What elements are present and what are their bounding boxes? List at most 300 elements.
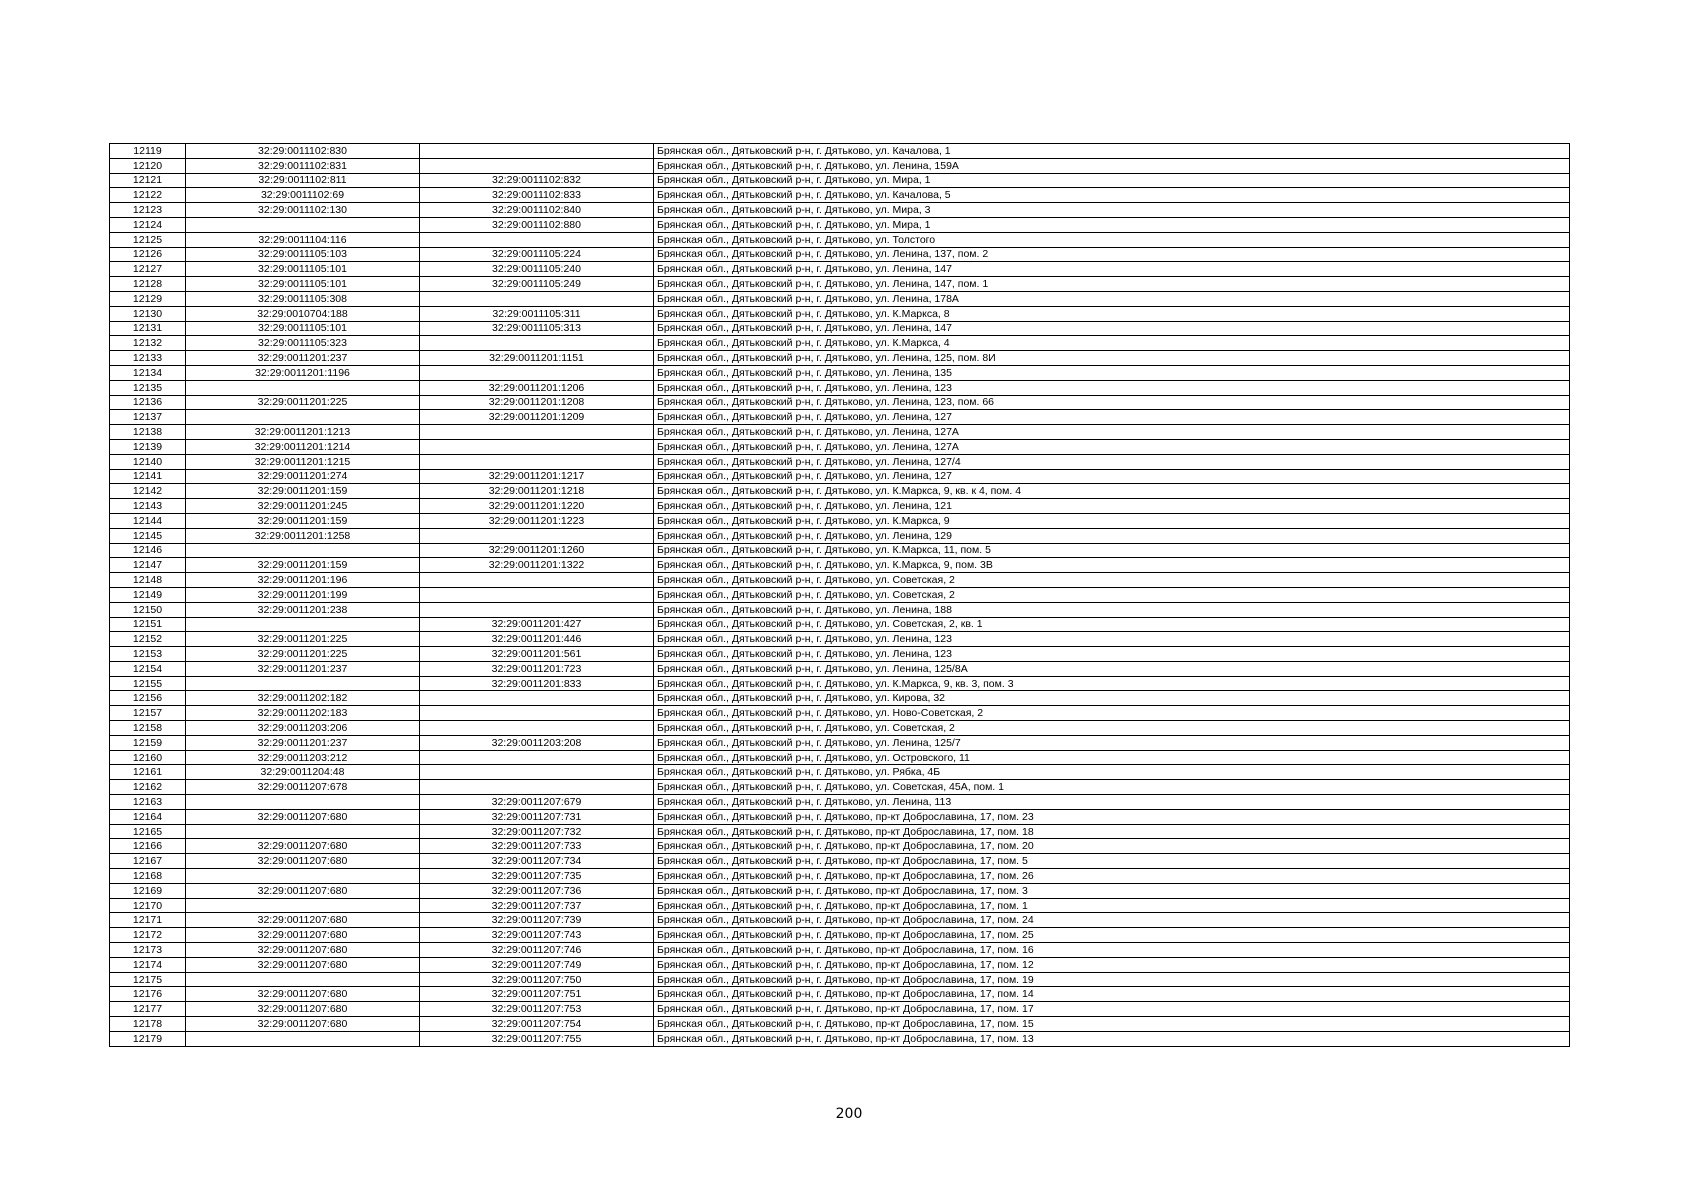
table-row (110, 602, 1570, 617)
cadastral-number-cell: 32:29:0011207:678 (186, 780, 420, 795)
related-cadastral-number-cell: 32:29:0011105:313 (420, 321, 654, 336)
cadastral-number-cell: 32:29:0011102:811 (186, 173, 420, 188)
related-cadastral-number-cell: 32:29:0011105:311 (420, 306, 654, 321)
row-number-cell: 12156 (110, 691, 186, 706)
row-number-cell: 12155 (110, 676, 186, 691)
related-cadastral-number-cell: 32:29:0011207:739 (420, 913, 654, 928)
related-cadastral-number-cell: 32:29:0011201:1208 (420, 395, 654, 410)
cadastral-number-cell: 32:29:0011201:159 (186, 484, 420, 499)
address-cell: Брянская обл., Дятьковский р-н, г. Дятьково, пр-кт Доброславина, 17, пом. 16 (654, 943, 1570, 958)
related-cadastral-number-cell: 32:29:0011207:731 (420, 809, 654, 824)
cadastral-number-cell: 32:29:0011201:225 (186, 647, 420, 662)
row-number-cell: 12121 (110, 173, 186, 188)
row-number-cell: 12120 (110, 158, 186, 173)
address-cell: Брянская обл., Дятьковский р-н, г. Дятьково, ул. Ленина, 121 (654, 499, 1570, 514)
cadastral-number-cell: 32:29:0011201:1214 (186, 439, 420, 454)
cadastral-number-cell: 32:29:0011201:199 (186, 587, 420, 602)
cadastral-number-cell: 32:29:0011203:212 (186, 750, 420, 765)
table-row (110, 795, 1570, 810)
related-cadastral-number-cell (420, 439, 654, 454)
related-cadastral-number-cell (420, 365, 654, 380)
row-number-cell: 12122 (110, 188, 186, 203)
table-row (110, 365, 1570, 380)
table-row (110, 247, 1570, 262)
related-cadastral-number-cell: 32:29:0011207:679 (420, 795, 654, 810)
cadastral-number-cell (186, 1031, 420, 1046)
address-cell: Брянская обл., Дятьковский р-н, г. Дятьково, ул. Мира, 3 (654, 203, 1570, 218)
cadastral-number-cell: 32:29:0011204:48 (186, 765, 420, 780)
related-cadastral-number-cell: 32:29:0011201:1209 (420, 410, 654, 425)
row-number-cell: 12163 (110, 795, 186, 810)
table-row (110, 913, 1570, 928)
row-number-cell: 12123 (110, 203, 186, 218)
cadastral-number-cell: 32:29:0011207:680 (186, 1002, 420, 1017)
row-number-cell: 12169 (110, 883, 186, 898)
related-cadastral-number-cell: 32:29:0011105:249 (420, 277, 654, 292)
cadastral-number-cell (186, 410, 420, 425)
row-number-cell: 12157 (110, 706, 186, 721)
table-row (110, 188, 1570, 203)
related-cadastral-number-cell (420, 765, 654, 780)
address-cell: Брянская обл., Дятьковский р-н, г. Дятьково, ул. К.Маркса, 9, кв. 3, пом. 3 (654, 676, 1570, 691)
address-cell: Брянская обл., Дятьковский р-н, г. Дятьково, ул. Советская, 2 (654, 721, 1570, 736)
row-number-cell: 12147 (110, 558, 186, 573)
address-cell: Брянская обл., Дятьковский р-н, г. Дятьково, ул. Ленина, 123 (654, 647, 1570, 662)
address-cell: Брянская обл., Дятьковский р-н, г. Дятьково, ул. Ленина, 127А (654, 439, 1570, 454)
related-cadastral-number-cell (420, 158, 654, 173)
row-number-cell: 12148 (110, 573, 186, 588)
cadastral-number-cell: 32:29:0011201:274 (186, 469, 420, 484)
cadastral-number-cell: 32:29:0011207:680 (186, 883, 420, 898)
address-cell: Брянская обл., Дятьковский р-н, г. Дятьково, ул. Ленина, 127 (654, 410, 1570, 425)
table-row (110, 632, 1570, 647)
address-cell: Брянская обл., Дятьковский р-н, г. Дятьково, пр-кт Доброславина, 17, пом. 12 (654, 957, 1570, 972)
related-cadastral-number-cell: 32:29:0011201:1220 (420, 499, 654, 514)
related-cadastral-number-cell (420, 691, 654, 706)
row-number-cell: 12119 (110, 144, 186, 159)
row-number-cell: 12139 (110, 439, 186, 454)
cadastral-number-cell: 32:29:0011207:680 (186, 839, 420, 854)
table-row (110, 780, 1570, 795)
related-cadastral-number-cell: 32:29:0011207:737 (420, 898, 654, 913)
row-number-cell: 12134 (110, 365, 186, 380)
cadastral-number-cell: 32:29:0011201:1196 (186, 365, 420, 380)
row-number-cell: 12152 (110, 632, 186, 647)
cadastral-number-cell: 32:29:0011201:237 (186, 351, 420, 366)
address-cell: Брянская обл., Дятьковский р-н, г. Дятьково, ул. Ленина, 125, пом. 8И (654, 351, 1570, 366)
related-cadastral-number-cell: 32:29:0011102:832 (420, 173, 654, 188)
cadastral-number-cell: 32:29:0011203:206 (186, 721, 420, 736)
cadastral-number-cell (186, 543, 420, 558)
cadastral-number-cell: 32:29:0011202:183 (186, 706, 420, 721)
address-cell: Брянская обл., Дятьковский р-н, г. Дятьково, ул. Ленина, 123, пом. 66 (654, 395, 1570, 410)
address-cell: Брянская обл., Дятьковский р-н, г. Дятьково, ул. Ленина, 188 (654, 602, 1570, 617)
row-number-cell: 12149 (110, 587, 186, 602)
row-number-cell: 12125 (110, 232, 186, 247)
address-cell: Брянская обл., Дятьковский р-н, г. Дятьково, пр-кт Доброславина, 17, пом. 26 (654, 869, 1570, 884)
cadastral-number-cell (186, 972, 420, 987)
related-cadastral-number-cell: 32:29:0011207:734 (420, 854, 654, 869)
cadastral-number-cell: 32:29:0011201:196 (186, 573, 420, 588)
row-number-cell: 12165 (110, 824, 186, 839)
row-number-cell: 12130 (110, 306, 186, 321)
table-row (110, 528, 1570, 543)
cadastral-number-cell: 32:29:0011102:130 (186, 203, 420, 218)
address-cell: Брянская обл., Дятьковский р-н, г. Дятьково, ул. Ленина, 125/7 (654, 735, 1570, 750)
row-number-cell: 12168 (110, 869, 186, 884)
cadastral-number-cell: 32:29:0011105:101 (186, 262, 420, 277)
registry-table (109, 143, 1570, 1047)
row-number-cell: 12142 (110, 484, 186, 499)
cadastral-number-cell (186, 795, 420, 810)
table-row (110, 706, 1570, 721)
table-row (110, 587, 1570, 602)
table-row (110, 854, 1570, 869)
table-row (110, 321, 1570, 336)
address-cell: Брянская обл., Дятьковский р-н, г. Дятьково, ул. Ленина, 137, пом. 2 (654, 247, 1570, 262)
table-row (110, 217, 1570, 232)
cadastral-number-cell: 32:29:0011207:680 (186, 854, 420, 869)
table-row (110, 380, 1570, 395)
address-cell: Брянская обл., Дятьковский р-н, г. Дятьково, ул. Качалова, 1 (654, 144, 1570, 159)
address-cell: Брянская обл., Дятьковский р-н, г. Дятьково, ул. Мира, 1 (654, 217, 1570, 232)
cadastral-number-cell: 32:29:0011207:680 (186, 943, 420, 958)
row-number-cell: 12144 (110, 513, 186, 528)
related-cadastral-number-cell: 32:29:0011203:208 (420, 735, 654, 750)
cadastral-number-cell: 32:29:0011202:182 (186, 691, 420, 706)
row-number-cell: 12161 (110, 765, 186, 780)
row-number-cell: 12177 (110, 1002, 186, 1017)
cadastral-number-cell: 32:29:0011201:159 (186, 513, 420, 528)
table-row (110, 573, 1570, 588)
related-cadastral-number-cell: 32:29:0011105:224 (420, 247, 654, 262)
related-cadastral-number-cell: 32:29:0011201:561 (420, 647, 654, 662)
address-cell: Брянская обл., Дятьковский р-н, г. Дятьково, ул. К.Маркса, 4 (654, 336, 1570, 351)
related-cadastral-number-cell (420, 780, 654, 795)
table-row (110, 883, 1570, 898)
cadastral-number-cell: 32:29:0011207:680 (186, 1017, 420, 1032)
related-cadastral-number-cell: 32:29:0011207:749 (420, 957, 654, 972)
row-number-cell: 12174 (110, 957, 186, 972)
address-cell: Брянская обл., Дятьковский р-н, г. Дятьково, ул. Ленина, 125/8А (654, 661, 1570, 676)
row-number-cell: 12150 (110, 602, 186, 617)
cadastral-number-cell: 32:29:0011102:831 (186, 158, 420, 173)
address-cell: Брянская обл., Дятьковский р-н, г. Дятьково, ул. К.Маркса, 9, пом. 3В (654, 558, 1570, 573)
address-cell: Брянская обл., Дятьковский р-н, г. Дятьково, пр-кт Доброславина, 17, пом. 20 (654, 839, 1570, 854)
row-number-cell: 12133 (110, 351, 186, 366)
address-cell: Брянская обл., Дятьковский р-н, г. Дятьково, ул. Ленина, 123 (654, 632, 1570, 647)
table-row (110, 484, 1570, 499)
related-cadastral-number-cell: 32:29:0011201:1260 (420, 543, 654, 558)
related-cadastral-number-cell (420, 528, 654, 543)
cadastral-number-cell: 32:29:0011105:323 (186, 336, 420, 351)
related-cadastral-number-cell: 32:29:0011207:753 (420, 1002, 654, 1017)
cadastral-number-cell (186, 380, 420, 395)
address-cell: Брянская обл., Дятьковский р-н, г. Дятьково, ул. Ленина, 147, пом. 1 (654, 277, 1570, 292)
cadastral-number-cell: 32:29:0011201:245 (186, 499, 420, 514)
row-number-cell: 12131 (110, 321, 186, 336)
related-cadastral-number-cell: 32:29:0011102:840 (420, 203, 654, 218)
table-row (110, 1017, 1570, 1032)
address-cell: Брянская обл., Дятьковский р-н, г. Дятьково, пр-кт Доброславина, 17, пом. 23 (654, 809, 1570, 824)
address-cell: Брянская обл., Дятьковский р-н, г. Дятьково, ул. Советская, 2 (654, 587, 1570, 602)
table-row (110, 661, 1570, 676)
table-row (110, 972, 1570, 987)
address-cell: Брянская обл., Дятьковский р-н, г. Дятьково, ул. Советская, 45А, пом. 1 (654, 780, 1570, 795)
cadastral-number-cell: 32:29:0011201:237 (186, 735, 420, 750)
table-row (110, 765, 1570, 780)
cadastral-number-cell: 32:29:0011207:680 (186, 928, 420, 943)
address-cell: Брянская обл., Дятьковский р-н, г. Дятьково, пр-кт Доброславина, 17, пом. 5 (654, 854, 1570, 869)
cadastral-number-cell: 32:29:0011201:1215 (186, 454, 420, 469)
table-row (110, 750, 1570, 765)
table-row (110, 617, 1570, 632)
cadastral-number-cell: 32:29:0011207:680 (186, 913, 420, 928)
address-cell: Брянская обл., Дятьковский р-н, г. Дятьково, ул. Кирова, 32 (654, 691, 1570, 706)
row-number-cell: 12167 (110, 854, 186, 869)
related-cadastral-number-cell: 32:29:0011105:240 (420, 262, 654, 277)
table-row (110, 647, 1570, 662)
cadastral-number-cell: 32:29:0011201:1258 (186, 528, 420, 543)
address-cell: Брянская обл., Дятьковский р-н, г. Дятьково, пр-кт Доброславина, 17, пом. 18 (654, 824, 1570, 839)
cadastral-number-cell (186, 898, 420, 913)
row-number-cell: 12164 (110, 809, 186, 824)
related-cadastral-number-cell: 32:29:0011201:1151 (420, 351, 654, 366)
row-number-cell: 12146 (110, 543, 186, 558)
row-number-cell: 12145 (110, 528, 186, 543)
cadastral-number-cell: 32:29:0011105:308 (186, 291, 420, 306)
row-number-cell: 12160 (110, 750, 186, 765)
address-cell: Брянская обл., Дятьковский р-н, г. Дятьково, пр-кт Доброславина, 17, пом. 13 (654, 1031, 1570, 1046)
related-cadastral-number-cell (420, 573, 654, 588)
cadastral-number-cell (186, 824, 420, 839)
row-number-cell: 12140 (110, 454, 186, 469)
row-number-cell: 12136 (110, 395, 186, 410)
related-cadastral-number-cell: 32:29:0011207:746 (420, 943, 654, 958)
address-cell: Брянская обл., Дятьковский р-н, г. Дятьково, пр-кт Доброславина, 17, пом. 15 (654, 1017, 1570, 1032)
related-cadastral-number-cell: 32:29:0011102:833 (420, 188, 654, 203)
related-cadastral-number-cell (420, 144, 654, 159)
related-cadastral-number-cell: 32:29:0011102:880 (420, 217, 654, 232)
address-cell: Брянская обл., Дятьковский р-н, г. Дятьково, пр-кт Доброславина, 17, пом. 1 (654, 898, 1570, 913)
page-number: 200 (835, 1106, 863, 1122)
related-cadastral-number-cell: 32:29:0011201:833 (420, 676, 654, 691)
related-cadastral-number-cell: 32:29:0011201:1223 (420, 513, 654, 528)
related-cadastral-number-cell: 32:29:0011207:732 (420, 824, 654, 839)
address-cell: Брянская обл., Дятьковский р-н, г. Дятьково, ул. Ленина, 129 (654, 528, 1570, 543)
cadastral-number-cell: 32:29:0010704:188 (186, 306, 420, 321)
row-number-cell: 12166 (110, 839, 186, 854)
address-cell: Брянская обл., Дятьковский р-н, г. Дятьково, ул. Качалова, 5 (654, 188, 1570, 203)
row-number-cell: 12132 (110, 336, 186, 351)
row-number-cell: 12170 (110, 898, 186, 913)
cadastral-number-cell: 32:29:0011105:101 (186, 321, 420, 336)
cadastral-number-cell: 32:29:0011105:101 (186, 277, 420, 292)
address-cell: Брянская обл., Дятьковский р-н, г. Дятьково, пр-кт Доброславина, 17, пом. 3 (654, 883, 1570, 898)
table-row (110, 721, 1570, 736)
related-cadastral-number-cell: 32:29:0011207:733 (420, 839, 654, 854)
related-cadastral-number-cell: 32:29:0011201:1217 (420, 469, 654, 484)
cadastral-number-cell: 32:29:0011201:159 (186, 558, 420, 573)
row-number-cell: 12126 (110, 247, 186, 262)
related-cadastral-number-cell (420, 454, 654, 469)
related-cadastral-number-cell: 32:29:0011207:755 (420, 1031, 654, 1046)
related-cadastral-number-cell: 32:29:0011201:1218 (420, 484, 654, 499)
cadastral-number-cell: 32:29:0011207:680 (186, 987, 420, 1002)
address-cell: Брянская обл., Дятьковский р-н, г. Дятьково, пр-кт Доброславина, 17, пом. 14 (654, 987, 1570, 1002)
table-row (110, 439, 1570, 454)
cadastral-number-cell (186, 217, 420, 232)
address-cell: Брянская обл., Дятьковский р-н, г. Дятьково, ул. Ново-Советская, 2 (654, 706, 1570, 721)
table-row (110, 735, 1570, 750)
cadastral-number-cell (186, 617, 420, 632)
address-cell: Брянская обл., Дятьковский р-н, г. Дятьково, ул. Ленина, 159А (654, 158, 1570, 173)
row-number-cell: 12158 (110, 721, 186, 736)
row-number-cell: 12162 (110, 780, 186, 795)
row-number-cell: 12129 (110, 291, 186, 306)
address-cell: Брянская обл., Дятьковский р-н, г. Дятьково, ул. К.Маркса, 11, пом. 5 (654, 543, 1570, 558)
cadastral-number-cell (186, 676, 420, 691)
related-cadastral-number-cell (420, 721, 654, 736)
row-number-cell: 12137 (110, 410, 186, 425)
related-cadastral-number-cell (420, 232, 654, 247)
related-cadastral-number-cell (420, 336, 654, 351)
table-row (110, 173, 1570, 188)
related-cadastral-number-cell: 32:29:0011201:427 (420, 617, 654, 632)
related-cadastral-number-cell: 32:29:0011207:735 (420, 869, 654, 884)
related-cadastral-number-cell: 32:29:0011201:1206 (420, 380, 654, 395)
cadastral-number-cell: 32:29:0011201:1213 (186, 425, 420, 440)
table-row (110, 232, 1570, 247)
cadastral-number-cell (186, 869, 420, 884)
cadastral-number-cell: 32:29:0011207:680 (186, 957, 420, 972)
row-number-cell: 12153 (110, 647, 186, 662)
table-row (110, 943, 1570, 958)
related-cadastral-number-cell: 32:29:0011207:750 (420, 972, 654, 987)
table-row (110, 869, 1570, 884)
table-row (110, 144, 1570, 159)
address-cell: Брянская обл., Дятьковский р-н, г. Дятьково, ул. Советская, 2, кв. 1 (654, 617, 1570, 632)
table-row (110, 277, 1570, 292)
related-cadastral-number-cell: 32:29:0011207:743 (420, 928, 654, 943)
cadastral-number-cell: 32:29:0011104:116 (186, 232, 420, 247)
row-number-cell: 12176 (110, 987, 186, 1002)
table-row (110, 898, 1570, 913)
address-cell: Брянская обл., Дятьковский р-н, г. Дятьково, ул. К.Маркса, 9 (654, 513, 1570, 528)
cadastral-number-cell: 32:29:0011201:238 (186, 602, 420, 617)
row-number-cell: 12127 (110, 262, 186, 277)
table-row (110, 957, 1570, 972)
table-row (110, 558, 1570, 573)
table-row (110, 158, 1570, 173)
table-row (110, 410, 1570, 425)
address-cell: Брянская обл., Дятьковский р-н, г. Дятьково, ул. Островского, 11 (654, 750, 1570, 765)
table-row (110, 824, 1570, 839)
table-row (110, 839, 1570, 854)
address-cell: Брянская обл., Дятьковский р-н, г. Дятьково, ул. Рябка, 4Б (654, 765, 1570, 780)
address-cell: Брянская обл., Дятьковский р-н, г. Дятьково, ул. Ленина, 123 (654, 380, 1570, 395)
cadastral-number-cell: 32:29:0011102:69 (186, 188, 420, 203)
table-row (110, 809, 1570, 824)
related-cadastral-number-cell (420, 291, 654, 306)
address-cell: Брянская обл., Дятьковский р-н, г. Дятьково, ул. К.Маркса, 9, кв. к 4, пом. 4 (654, 484, 1570, 499)
row-number-cell: 12175 (110, 972, 186, 987)
cadastral-number-cell: 32:29:0011105:103 (186, 247, 420, 262)
table-row (110, 928, 1570, 943)
row-number-cell: 12128 (110, 277, 186, 292)
related-cadastral-number-cell: 32:29:0011201:723 (420, 661, 654, 676)
table-row (110, 691, 1570, 706)
related-cadastral-number-cell: 32:29:0011201:1322 (420, 558, 654, 573)
address-cell: Брянская обл., Дятьковский р-н, г. Дятьково, ул. Ленина, 135 (654, 365, 1570, 380)
table-row (110, 425, 1570, 440)
row-number-cell: 12172 (110, 928, 186, 943)
related-cadastral-number-cell (420, 750, 654, 765)
address-cell: Брянская обл., Дятьковский р-н, г. Дятьково, пр-кт Доброславина, 17, пом. 19 (654, 972, 1570, 987)
cadastral-number-cell: 32:29:0011102:830 (186, 144, 420, 159)
row-number-cell: 12141 (110, 469, 186, 484)
registry-table-body (110, 144, 1570, 1047)
address-cell: Брянская обл., Дятьковский р-н, г. Дятьково, ул. Мира, 1 (654, 173, 1570, 188)
table-row (110, 676, 1570, 691)
address-cell: Брянская обл., Дятьковский р-н, г. Дятьково, ул. Ленина, 178А (654, 291, 1570, 306)
table-row (110, 306, 1570, 321)
row-number-cell: 12143 (110, 499, 186, 514)
related-cadastral-number-cell (420, 425, 654, 440)
row-number-cell: 12138 (110, 425, 186, 440)
table-row (110, 513, 1570, 528)
row-number-cell: 12171 (110, 913, 186, 928)
address-cell: Брянская обл., Дятьковский р-н, г. Дятьково, ул. Ленина, 127/4 (654, 454, 1570, 469)
row-number-cell: 12159 (110, 735, 186, 750)
table-row (110, 395, 1570, 410)
address-cell: Брянская обл., Дятьковский р-н, г. Дятьково, ул. К.Маркса, 8 (654, 306, 1570, 321)
table-row (110, 203, 1570, 218)
table-row (110, 1002, 1570, 1017)
address-cell: Брянская обл., Дятьковский р-н, г. Дятьково, ул. Толстого (654, 232, 1570, 247)
cadastral-number-cell: 32:29:0011201:237 (186, 661, 420, 676)
related-cadastral-number-cell: 32:29:0011207:754 (420, 1017, 654, 1032)
address-cell: Брянская обл., Дятьковский р-н, г. Дятьково, ул. Ленина, 127 (654, 469, 1570, 484)
address-cell: Брянская обл., Дятьковский р-н, г. Дятьково, пр-кт Доброславина, 17, пом. 17 (654, 1002, 1570, 1017)
row-number-cell: 12151 (110, 617, 186, 632)
row-number-cell: 12178 (110, 1017, 186, 1032)
table-row (110, 1031, 1570, 1046)
table-row (110, 543, 1570, 558)
cadastral-number-cell: 32:29:0011207:680 (186, 809, 420, 824)
cadastral-number-cell: 32:29:0011201:225 (186, 632, 420, 647)
address-cell: Брянская обл., Дятьковский р-н, г. Дятьково, ул. Ленина, 127А (654, 425, 1570, 440)
table-row (110, 987, 1570, 1002)
row-number-cell: 12179 (110, 1031, 186, 1046)
related-cadastral-number-cell: 32:29:0011201:446 (420, 632, 654, 647)
row-number-cell: 12135 (110, 380, 186, 395)
address-cell: Брянская обл., Дятьковский р-н, г. Дятьково, ул. Ленина, 147 (654, 262, 1570, 277)
address-cell: Брянская обл., Дятьковский р-н, г. Дятьково, ул. Ленина, 113 (654, 795, 1570, 810)
table-row (110, 262, 1570, 277)
row-number-cell: 12173 (110, 943, 186, 958)
related-cadastral-number-cell (420, 602, 654, 617)
related-cadastral-number-cell: 32:29:0011207:751 (420, 987, 654, 1002)
table-row (110, 469, 1570, 484)
table-row (110, 291, 1570, 306)
table-row (110, 454, 1570, 469)
table-row (110, 336, 1570, 351)
address-cell: Брянская обл., Дятьковский р-н, г. Дятьково, ул. Советская, 2 (654, 573, 1570, 588)
related-cadastral-number-cell: 32:29:0011207:736 (420, 883, 654, 898)
table-row (110, 499, 1570, 514)
address-cell: Брянская обл., Дятьковский р-н, г. Дятьково, ул. Ленина, 147 (654, 321, 1570, 336)
